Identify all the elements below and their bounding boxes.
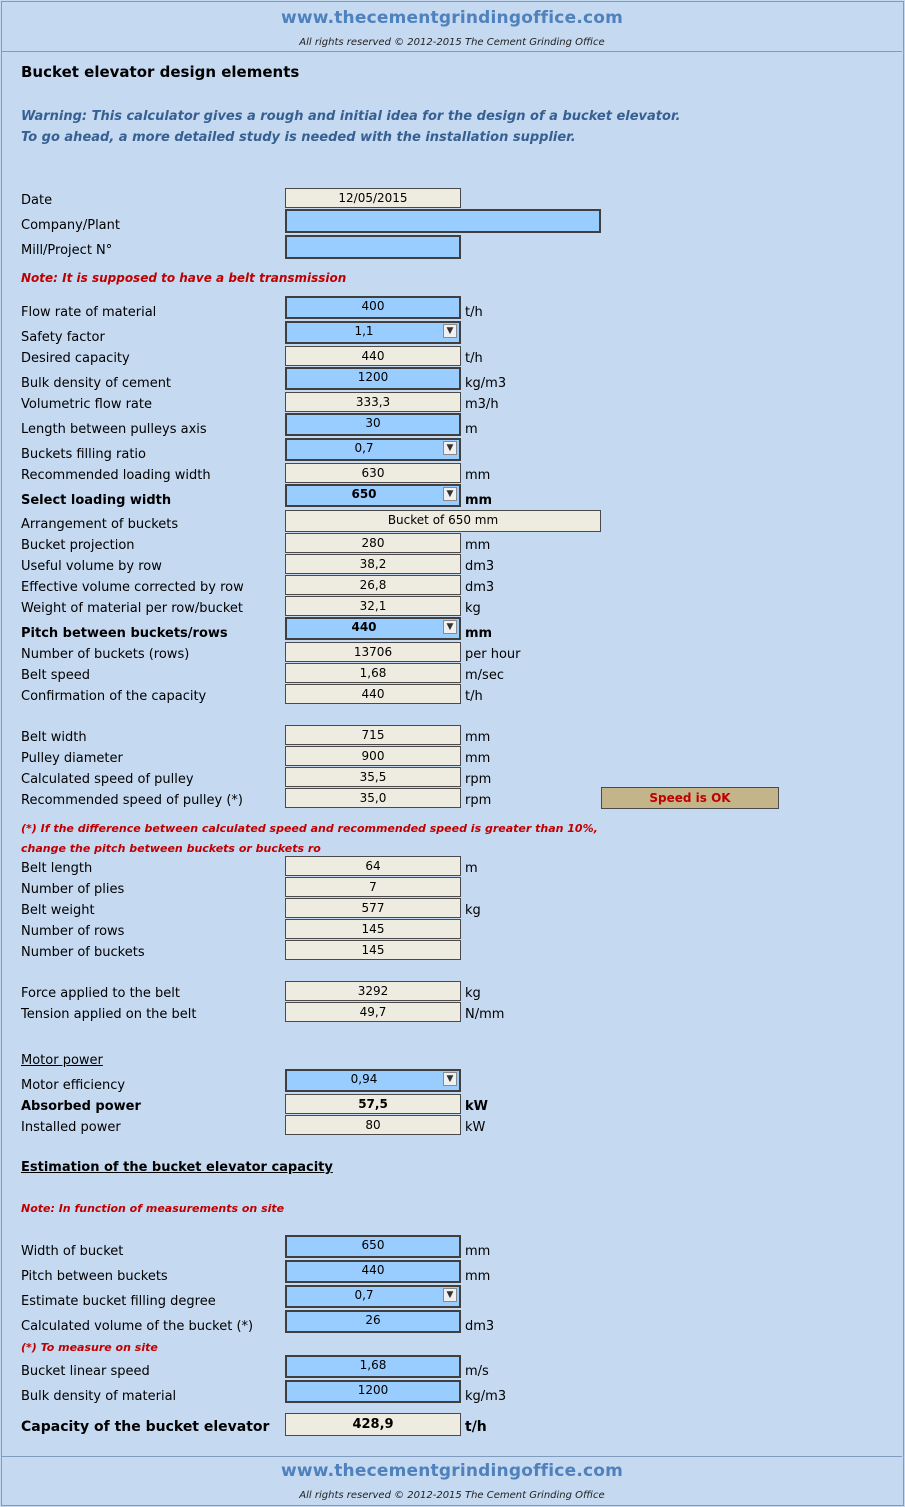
bucket-projection-label: Bucket projection [21,538,135,553]
bucket-volume-label: Calculated volume of the bucket (*) [21,1319,254,1334]
tension-label: Tension applied on the belt [21,1007,197,1022]
linear-speed-label: Bucket linear speed [21,1364,150,1379]
select-width-select[interactable] [285,484,461,507]
volumetric-flow-value: 333,3 [285,392,461,412]
bucket-projection-unit: mm [465,538,491,553]
rec-speed-unit: rpm [465,793,492,808]
estimation-note: Note: In function of measurements on site [21,1202,285,1215]
recommended-width-value: 630 [285,463,461,483]
belt-weight-unit: kg [465,903,481,918]
chevron-down-icon[interactable]: ▼ [443,620,457,634]
absorbed-power-value: 57,5 [285,1094,461,1114]
chevron-down-icon[interactable]: ▼ [443,441,457,455]
warning-line-1: Warning: This calculator gives a rough and initial idea for the design of a bucket elevator. [21,109,681,124]
pulley-diameter-unit: mm [465,751,491,766]
calc-speed-value: 35,5 [285,767,461,787]
footer-site-link[interactable]: www.thecementgrindingoffice.com [280,1461,624,1481]
bucket-width-unit: mm [465,1244,491,1259]
volumetric-flow-unit: m3/h [465,397,499,412]
est-pitch-label: Pitch between buckets [21,1269,168,1284]
buckets-number-unit: per hour [465,647,521,662]
date-field[interactable]: 12/05/2015 [285,188,461,208]
material-density-unit: kg/m3 [465,1389,507,1404]
useful-volume-value: 38,2 [285,554,461,574]
elevator-capacity-value: 428,9 [285,1413,461,1436]
company-label: Company/Plant [21,218,120,233]
material-weight-label: Weight of material per row/bucket [21,601,244,616]
est-pitch-input[interactable]: 440 [285,1260,461,1283]
flow-rate-input[interactable]: 400 [285,296,461,319]
bucket-count-label: Number of buckets [21,945,145,960]
chevron-down-icon[interactable]: ▼ [443,487,457,501]
elevator-capacity-unit: t/h [465,1419,487,1435]
date-label: Date [21,193,53,208]
mill-input[interactable] [285,235,461,259]
capacity-confirmation-label: Confirmation of the capacity [21,689,207,704]
speed-note-line-1: (*) If the difference between calculated speed and recommended speed is greater than 10%, [21,822,598,835]
elevator-capacity-label: Capacity of the bucket elevator [21,1419,270,1435]
belt-length-label: Belt length [21,861,93,876]
absorbed-power-label: Absorbed power [21,1099,141,1114]
useful-volume-label: Useful volume by row [21,559,162,574]
pulley-length-unit: m [465,422,478,437]
chevron-down-icon[interactable]: ▼ [443,1288,457,1302]
safety-factor-select[interactable] [285,321,461,344]
volumetric-flow-label: Volumetric flow rate [21,397,152,412]
tension-unit: N/mm [465,1007,505,1022]
belt-speed-label: Belt speed [21,668,91,683]
belt-length-unit: m [465,861,478,876]
motor-heading: Motor power [21,1053,103,1068]
recommended-width-unit: mm [465,468,491,483]
bucket-width-input[interactable]: 650 [285,1235,461,1258]
filling-degree-select[interactable] [285,1285,461,1308]
desired-capacity-unit: t/h [465,351,483,366]
filling-ratio-select[interactable] [285,438,461,461]
company-input[interactable] [285,209,601,233]
bucket-volume-unit: dm3 [465,1319,495,1334]
linear-speed-input[interactable]: 1,68 [285,1355,461,1378]
pulley-diameter-value: 900 [285,746,461,766]
motor-efficiency-select[interactable] [285,1069,461,1092]
linear-speed-unit: m/s [465,1364,489,1379]
pitch-value: 440 [351,620,377,634]
recommended-width-label: Recommended loading width [21,468,211,483]
installed-power-unit: kW [465,1120,486,1135]
bucket-projection-value: 280 [285,533,461,553]
effective-volume-label: Effective volume corrected by row [21,580,244,595]
page-title: Bucket elevator design elements [21,63,300,81]
speed-note-line-2: change the pitch between buckets or buckets ro [21,842,321,855]
footer-divider [2,1456,902,1457]
estimation-heading: Estimation of the bucket elevator capacity [21,1160,333,1175]
flow-rate-unit: t/h [465,305,483,320]
mill-label: Mill/Project N° [21,243,113,258]
site-measure-note: (*) To measure on site [21,1341,158,1354]
arrangement-value: Bucket of 650 mm [285,510,601,532]
filling-ratio-value: 0,7 [354,441,374,455]
belt-width-value: 715 [285,725,461,745]
select-width-label: Select loading width [21,493,172,508]
chevron-down-icon[interactable]: ▼ [443,324,457,338]
pitch-label: Pitch between buckets/rows [21,626,228,641]
material-weight-value: 32,1 [285,596,461,616]
force-label: Force applied to the belt [21,986,180,1001]
desired-capacity-value: 440 [285,346,461,366]
header-site-link[interactable]: www.thecementgrindingoffice.com [280,8,624,28]
material-density-label: Bulk density of material [21,1389,177,1404]
safety-factor-value: 1,1 [354,324,374,338]
effective-volume-unit: dm3 [465,580,495,595]
est-pitch-unit: mm [465,1269,491,1284]
plies-value: 7 [285,877,461,897]
belt-weight-value: 577 [285,898,461,918]
motor-efficiency-value: 0,94 [350,1072,378,1086]
select-width-unit: mm [465,493,493,508]
bucket-width-label: Width of bucket [21,1244,124,1259]
buckets-number-value: 13706 [285,642,461,662]
belt-speed-unit: m/sec [465,668,504,683]
motor-efficiency-label: Motor efficiency [21,1078,126,1093]
filling-degree-value: 0,7 [354,1288,374,1302]
warning-line-2: To go ahead, a more detailed study is needed with the installation supplier. [21,130,576,145]
belt-length-value: 64 [285,856,461,876]
filling-degree-label: Estimate bucket filling degree [21,1294,216,1309]
belt-weight-label: Belt weight [21,903,95,918]
speed-status-badge: Speed is OK [601,787,779,809]
material-density-input[interactable]: 1200 [285,1380,461,1403]
flow-rate-label: Flow rate of material [21,305,157,320]
pulley-length-label: Length between pulleys axis [21,422,207,437]
belt-width-unit: mm [465,730,491,745]
capacity-confirmation-unit: t/h [465,689,483,704]
effective-volume-value: 26,8 [285,575,461,595]
header-copyright: All rights reserved © 2012-2015 The Cement Grinding Office [299,37,605,48]
pitch-unit: mm [465,626,493,641]
force-value: 3292 [285,981,461,1001]
belt-transmission-note: Note: It is supposed to have a belt transmission [21,271,347,285]
rows-value: 145 [285,919,461,939]
filling-ratio-label: Buckets filling ratio [21,447,146,462]
absorbed-power-unit: kW [465,1099,488,1114]
bulk-density-label: Bulk density of cement [21,376,172,391]
material-weight-unit: kg [465,601,481,616]
installed-power-value: 80 [285,1115,461,1135]
desired-capacity-label: Desired capacity [21,351,130,366]
select-width-value: 650 [351,487,377,501]
pitch-select[interactable] [285,617,461,640]
safety-factor-label: Safety factor [21,330,105,345]
footer-copyright: All rights reserved © 2012-2015 The Cement Grinding Office [299,1490,605,1501]
calc-speed-label: Calculated speed of pulley [21,772,194,787]
arrangement-label: Arrangement of buckets [21,517,179,532]
useful-volume-unit: dm3 [465,559,495,574]
belt-speed-value: 1,68 [285,663,461,683]
rows-label: Number of rows [21,924,125,939]
capacity-confirmation-value: 440 [285,684,461,704]
chevron-down-icon[interactable]: ▼ [443,1072,457,1086]
belt-width-label: Belt width [21,730,87,745]
bulk-density-unit: kg/m3 [465,376,507,391]
calc-speed-unit: rpm [465,772,492,787]
bucket-count-value: 145 [285,940,461,960]
rec-speed-label: Recommended speed of pulley (*) [21,793,243,808]
force-unit: kg [465,986,481,1001]
buckets-number-label: Number of buckets (rows) [21,647,190,662]
bucket-volume-input[interactable]: 26 [285,1310,461,1333]
installed-power-label: Installed power [21,1120,121,1135]
pulley-diameter-label: Pulley diameter [21,751,123,766]
tension-value: 49,7 [285,1002,461,1022]
plies-label: Number of plies [21,882,125,897]
rec-speed-value: 35,0 [285,788,461,808]
bulk-density-input[interactable]: 1200 [285,367,461,390]
pulley-length-input[interactable]: 30 [285,413,461,436]
header-divider [2,51,902,52]
